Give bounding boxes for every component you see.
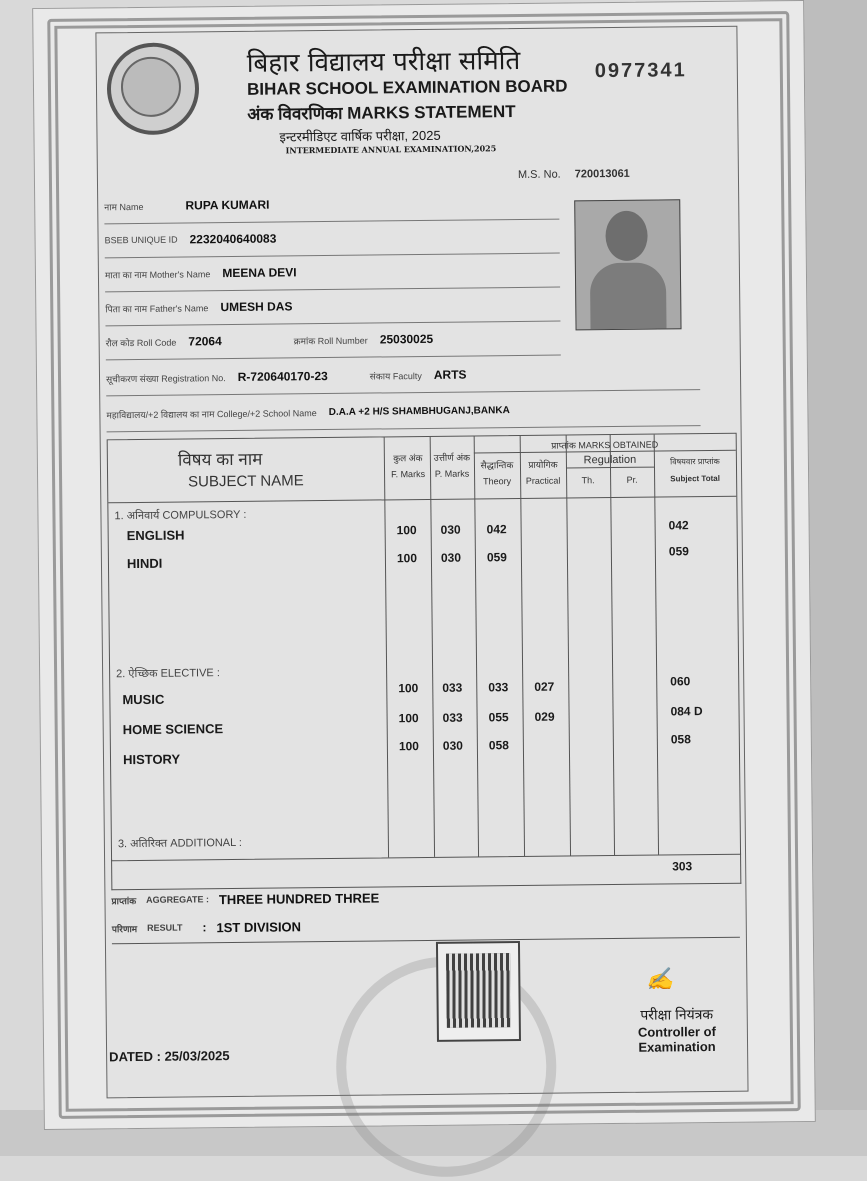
- subject-total-header-hindi: विषयवार प्राप्तांक: [670, 456, 720, 467]
- elective-section-label: 2. ऐच्छिक ELECTIVE :: [116, 667, 220, 681]
- mother-label: माता का नाम Mother's Name: [104, 268, 211, 280]
- subject-name: ENGLISH: [126, 527, 185, 544]
- full-marks-header: F. Marks: [390, 468, 426, 480]
- regulation-pr-header: Pr.: [626, 474, 638, 485]
- dated-block: [109, 1048, 230, 1064]
- student-photo: [574, 199, 681, 330]
- aggregate-total: 303: [672, 859, 693, 874]
- regulation-header: Regulation: [583, 453, 637, 467]
- exam-name-english: INTERMEDIATE ANNUAL EXAMINATION,2025: [285, 143, 497, 156]
- theory-marks: 058: [488, 738, 509, 753]
- full-marks: 100: [398, 681, 419, 696]
- aggregate-words: THREE HUNDRED THREE: [218, 889, 380, 907]
- result-row: [112, 907, 740, 945]
- bseb-id-value: 2232040640083: [189, 231, 277, 247]
- theory-marks: 059: [486, 550, 508, 565]
- theory-marks: 033: [488, 680, 509, 695]
- pass-marks: 030: [440, 550, 462, 565]
- qr-code-icon: [436, 941, 521, 1042]
- serial-number: 0977341: [594, 59, 687, 83]
- pass-marks-header: P. Marks: [434, 468, 470, 479]
- subject-total: 058: [670, 732, 691, 747]
- additional-section-label: 3. अतिरिक्त ADDITIONAL :: [117, 836, 243, 851]
- ms-number-value: 720013061: [574, 167, 630, 181]
- father-name: UMESH DAS: [220, 299, 293, 315]
- student-name: RUPA KUMARI: [185, 197, 270, 213]
- registration-value: R-720640170-23: [237, 368, 328, 384]
- full-marks: 100: [398, 711, 419, 726]
- theory-marks: 042: [486, 522, 507, 537]
- registration-row: [106, 355, 700, 396]
- statement-title-english: MARKS STATEMENT: [347, 102, 516, 123]
- result-colon: :: [202, 920, 207, 935]
- theory-header: Theory: [483, 476, 512, 487]
- subject-name: MUSIC: [122, 691, 165, 708]
- name-label: नाम Name: [104, 201, 144, 212]
- subject-total: 060: [670, 674, 691, 689]
- qr-pattern: [446, 953, 511, 1028]
- registration-label: सूचीकरण संख्या Registration No.: [105, 372, 226, 384]
- ms-number-label: M.S. No.: [517, 168, 561, 181]
- roll-code-value: 72064: [188, 334, 222, 349]
- bseb-id-label: BSEB UNIQUE ID: [104, 234, 178, 246]
- photo-body: [590, 262, 667, 329]
- faculty-label: संकाय Faculty: [369, 370, 422, 382]
- result-value: 1ST DIVISION: [216, 918, 302, 935]
- marks-table: [107, 433, 741, 862]
- subject-name: HINDI: [126, 555, 163, 572]
- practical-marks: 027: [534, 679, 555, 694]
- roll-number-label: क्रमांक Roll Number: [293, 335, 368, 346]
- pass-marks: 033: [442, 710, 463, 725]
- subject-total: 042: [668, 518, 689, 533]
- controller-english: Controller of Examination: [637, 1023, 716, 1055]
- photo-face: [605, 211, 648, 261]
- board-name-english: BIHAR SCHOOL EXAMINATION BOARD: [246, 76, 568, 99]
- compulsory-section-label: 1. अनिवार्य COMPULSORY :: [114, 508, 247, 523]
- faculty-value: ARTS: [433, 367, 467, 382]
- controller-signature: ✍: [646, 967, 674, 993]
- theory-header-hindi: सैद्धान्तिक: [480, 460, 514, 471]
- college-row: [106, 391, 700, 432]
- controller-hindi: परीक्षा नियंत्रक: [640, 1005, 714, 1023]
- dated-value: 25/03/2025: [164, 1048, 230, 1064]
- practical-header: Practical: [525, 475, 561, 486]
- ms-number: [518, 168, 630, 181]
- pass-marks: 030: [440, 522, 461, 537]
- result-label-hindi: परिणाम: [111, 923, 138, 934]
- marks-statement-sheet: [32, 0, 816, 1130]
- exam-name-hindi: इन्टरमीडिएट वार्षिक परीक्षा, 2025: [279, 127, 441, 145]
- mother-name: MEENA DEVI: [222, 265, 297, 281]
- full-marks: 100: [396, 551, 418, 566]
- practical-header-hindi: प्रायोगिक: [528, 459, 558, 470]
- board-seal-icon: [107, 42, 200, 135]
- full-marks: 100: [398, 739, 420, 754]
- statement-title-hindi: अंक विवरणिका: [247, 103, 343, 124]
- controller-block: [607, 1005, 748, 1055]
- full-marks-header-hindi: कुल अंक: [393, 453, 423, 464]
- subject-total: 059: [668, 544, 689, 559]
- roll-code-label: रौल कोड Roll Code: [105, 337, 177, 348]
- statement-title: [247, 99, 516, 125]
- aggregate-label: AGGREGATE :: [146, 894, 209, 905]
- regulation-th-header: Th.: [581, 475, 595, 486]
- full-marks: 100: [396, 523, 417, 538]
- certificate-body: [95, 26, 748, 1099]
- subject-header-hindi: विषय का नाम: [177, 449, 263, 470]
- pass-marks: 030: [442, 738, 463, 753]
- college-value: D.A.A +2 H/S SHAMBHUGANJ,BANKA: [328, 404, 510, 418]
- pass-marks-header-hindi: उत्तीर्ण अंक: [433, 452, 471, 463]
- board-name-hindi: बिहार विद्यालय परीक्षा समिति: [246, 45, 521, 79]
- practical-marks: 029: [534, 709, 555, 724]
- marks-obtained-header: प्राप्तांक MARKS OBTAINED: [551, 439, 659, 451]
- subject-name: HISTORY: [122, 751, 181, 768]
- theory-marks: 055: [488, 710, 509, 725]
- dated-label: DATED :: [109, 1048, 161, 1065]
- father-label: पिता का नाम Father's Name: [105, 302, 209, 314]
- subject-total: 084 D: [670, 704, 703, 719]
- subject-total-header: Subject Total: [670, 473, 720, 484]
- roll-row: [105, 321, 560, 361]
- result-label: RESULT: [147, 922, 183, 933]
- college-label: महाविद्यालय/+2 विद्यालय का नाम College/+2 School Name: [106, 407, 317, 420]
- subject-header-english: SUBJECT NAME: [188, 472, 304, 491]
- pass-marks: 033: [442, 680, 463, 695]
- roll-number-value: 25030025: [379, 331, 434, 347]
- aggregate-label-hindi: प्राप्तांक: [111, 895, 137, 906]
- subject-name: HOME SCIENCE: [122, 721, 224, 738]
